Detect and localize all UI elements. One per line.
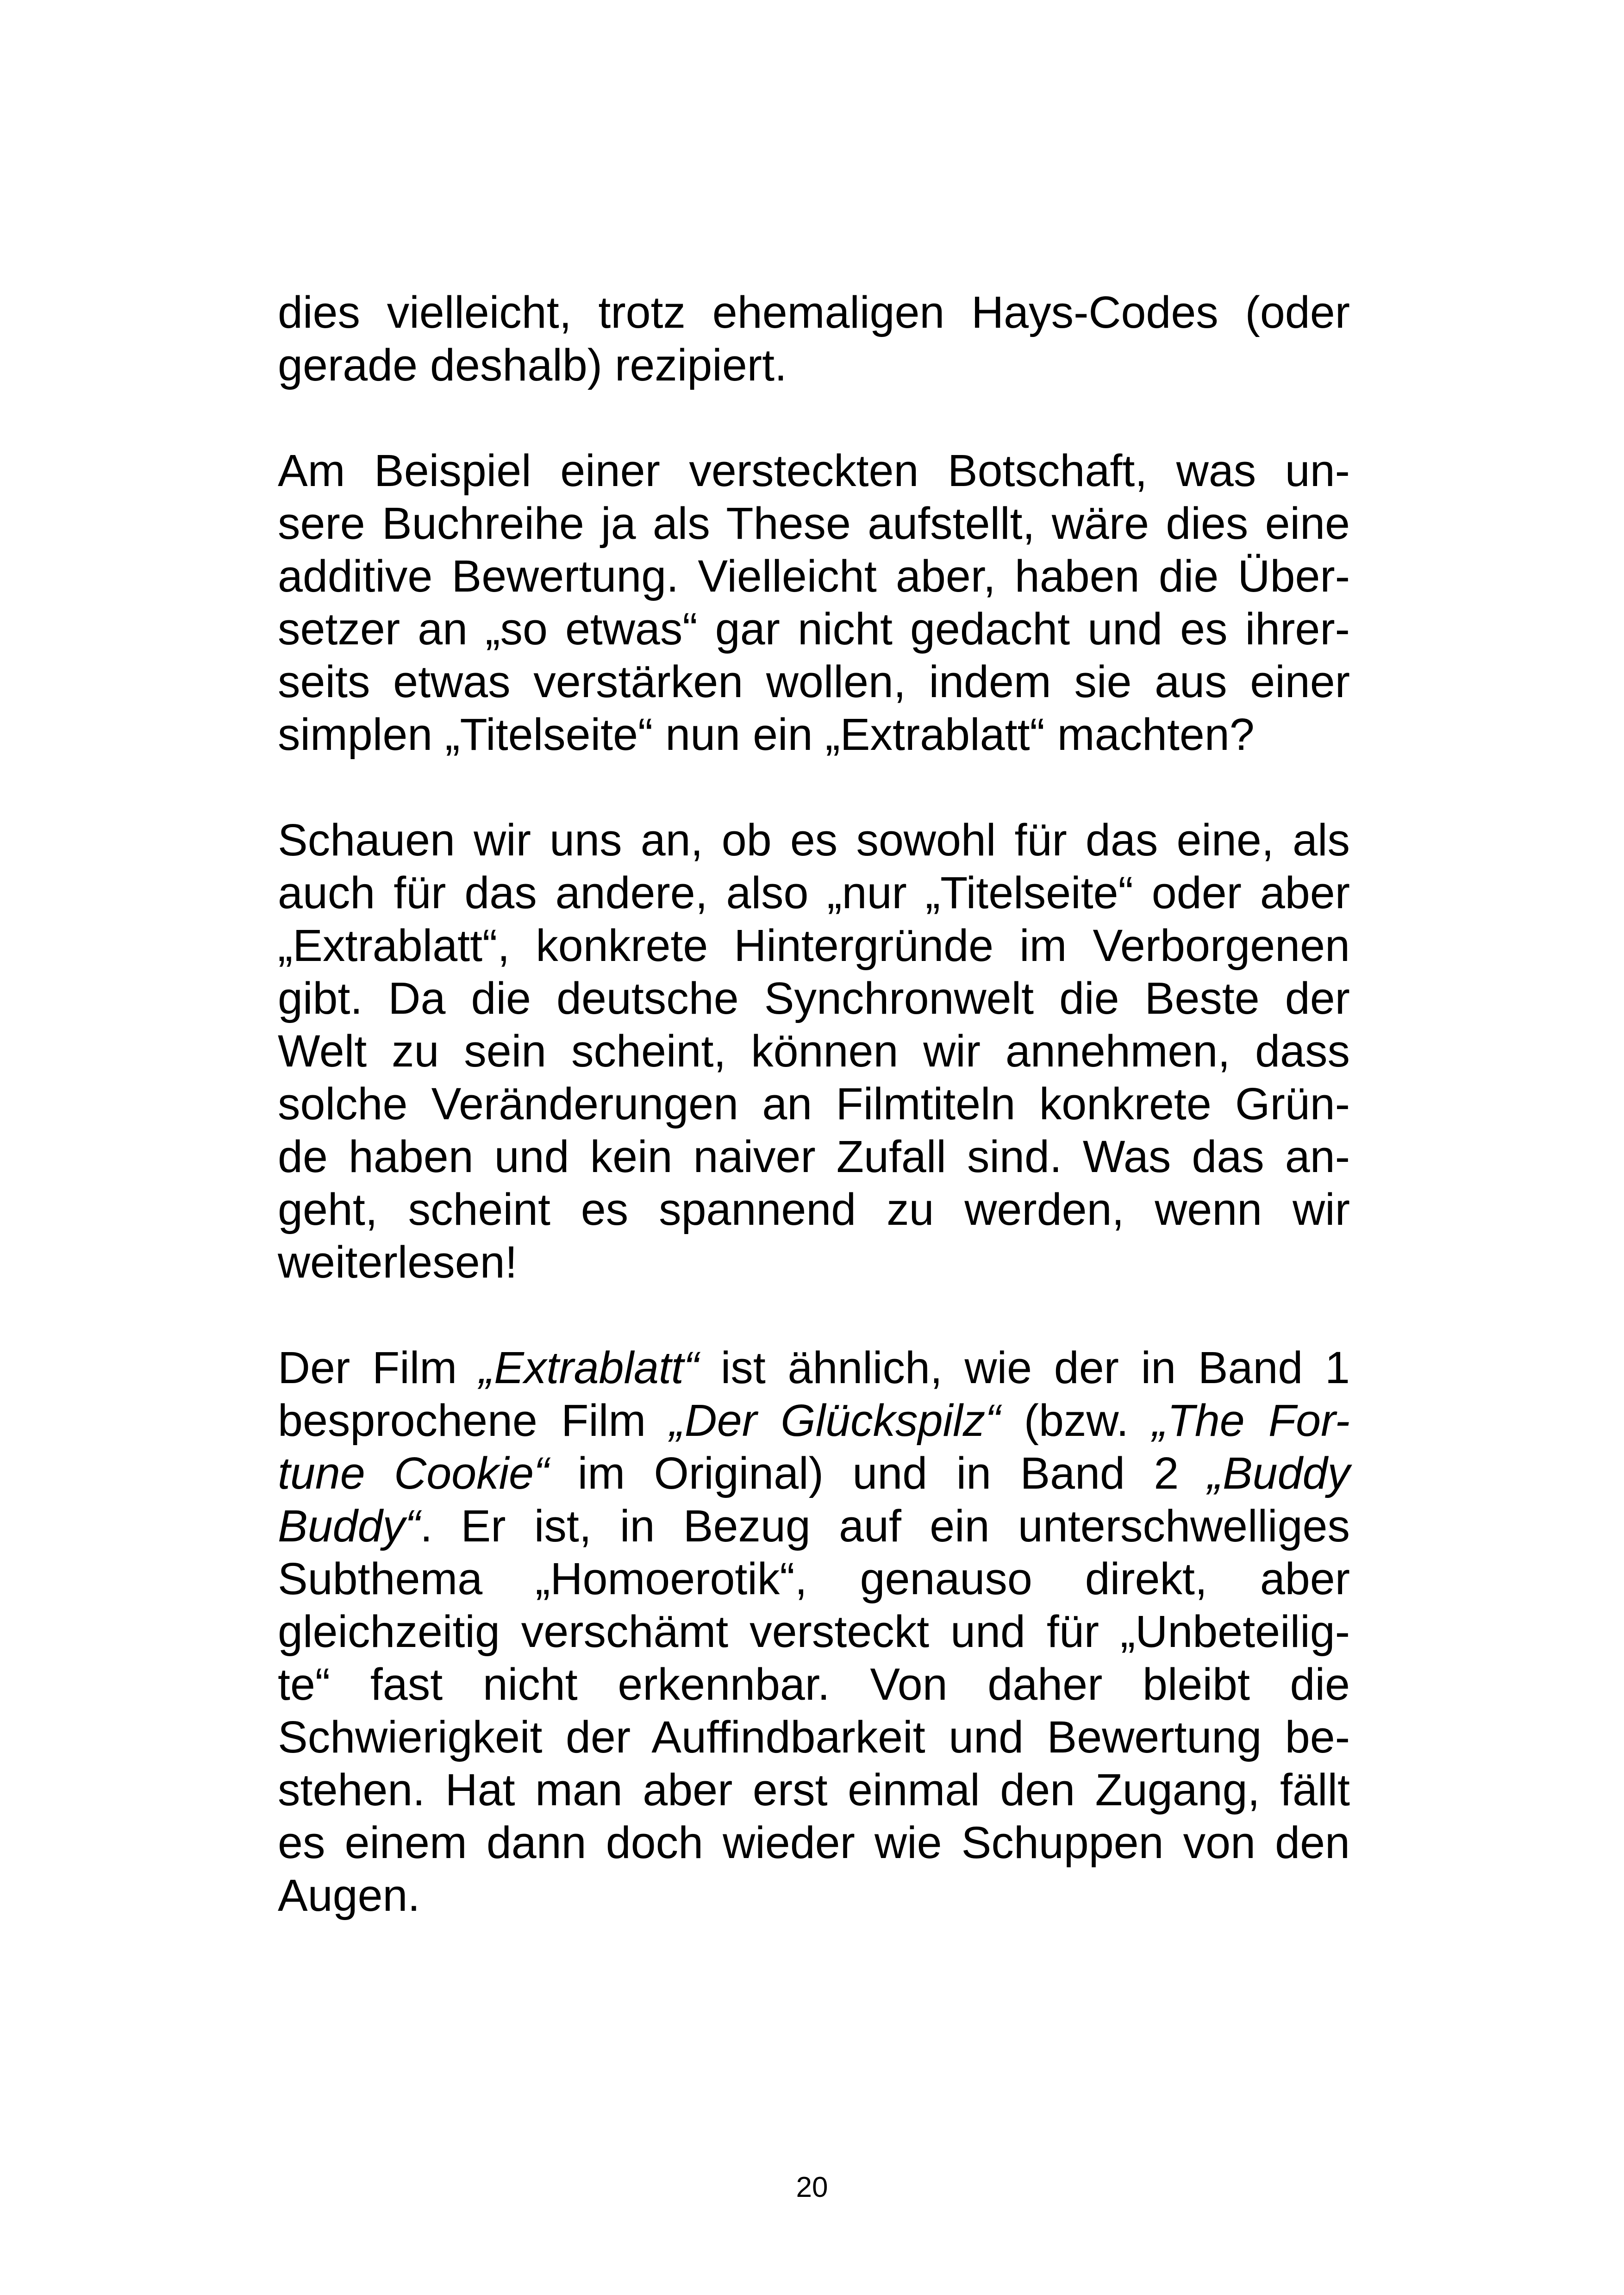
text-run: Welt zu sein scheint, können wir annehmen, dass	[278, 1026, 1350, 1076]
text-line	[278, 444, 1350, 497]
text-line	[278, 708, 1350, 761]
text-line	[278, 655, 1350, 708]
text-run: geht, scheint es spannend zu werden, wenn wir	[278, 1184, 1350, 1235]
text-run: gibt. Da die deutsche Synchronwelt die Beste der	[278, 973, 1350, 1023]
text-run: Am Beispiel einer versteckten Botschaft, was un-	[278, 445, 1350, 496]
text-line	[278, 550, 1350, 603]
text-line	[278, 972, 1350, 1025]
text-run: Subthema „Homoerotik“, genauso direkt, aber	[278, 1553, 1350, 1604]
text-line	[278, 1236, 1350, 1289]
text-line	[278, 1078, 1350, 1130]
text-run: Der Film	[278, 1342, 479, 1393]
paragraph-4	[278, 1341, 1350, 1922]
text-line	[278, 1447, 1350, 1500]
paragraph-1	[278, 286, 1350, 392]
italic-title: „The For-	[1152, 1395, 1350, 1446]
text-run: solche Veränderungen an Filmtiteln konkrete Grün-	[278, 1079, 1350, 1129]
text-line	[278, 1605, 1350, 1658]
text-line	[278, 1500, 1350, 1553]
text-line	[278, 1764, 1350, 1816]
text-run: gerade deshalb) rezipiert.	[278, 340, 787, 390]
text-line	[278, 286, 1350, 339]
text-run: im Original) und in Band 2	[549, 1448, 1208, 1498]
text-run: stehen. Hat man aber erst einmal den Zugang, fällt	[278, 1765, 1350, 1815]
text-line	[278, 603, 1350, 655]
text-run: „Extrablatt“, konkrete Hintergründe im Verborgenen	[278, 920, 1350, 971]
paragraph-2	[278, 444, 1350, 761]
text-run: Schauen wir uns an, ob es sowohl für das eine, als	[278, 815, 1350, 865]
italic-title: „Extrablatt“	[479, 1342, 699, 1393]
text-run: ist ähnlich, wie der in Band 1	[699, 1342, 1350, 1393]
text-run: additive Bewertung. Vielleicht aber, haben die Über-	[278, 551, 1350, 601]
text-line	[278, 919, 1350, 972]
text-line	[278, 1711, 1350, 1764]
text-run: weiterlesen!	[278, 1237, 518, 1287]
italic-title: tune Cookie“	[278, 1448, 549, 1498]
italic-title: „Buddy	[1207, 1448, 1350, 1498]
text-run: es einem dann doch wieder wie Schuppen von den	[278, 1817, 1350, 1868]
text-run: sere Buchreihe ja als These aufstellt, wäre dies eine	[278, 498, 1350, 549]
text-run: Augen.	[278, 1870, 420, 1921]
text-run: seits etwas verstärken wollen, indem sie aus einer	[278, 656, 1350, 707]
text-line	[278, 1553, 1350, 1605]
text-run: te“ fast nicht erkennbar. Von daher bleibt die	[278, 1659, 1350, 1709]
text-line	[278, 1869, 1350, 1922]
text-line	[278, 814, 1350, 867]
text-run: . Er ist, in Bezug auf ein unterschwelliges	[420, 1501, 1350, 1551]
text-line	[278, 1394, 1350, 1447]
text-run: simplen „Titelseite“ nun ein „Extrablatt“ machten?	[278, 709, 1255, 760]
italic-title: „Der Glückspilz“	[669, 1395, 1000, 1446]
text-run: setzer an „so etwas“ gar nicht gedacht und es ihrer-	[278, 604, 1350, 654]
text-run: auch für das andere, also „nur „Titelseite“ oder aber	[278, 867, 1350, 918]
text-line	[278, 1658, 1350, 1711]
page-number: 20	[796, 2171, 828, 2203]
text-line	[278, 867, 1350, 919]
text-run: (bzw.	[1000, 1395, 1153, 1446]
text-run: dies vielleicht, trotz ehemaligen Hays-Codes (oder	[278, 287, 1350, 337]
text-line	[278, 1130, 1350, 1183]
text-line	[278, 1183, 1350, 1236]
text-run: de haben und kein naiver Zufall sind. Was das an-	[278, 1131, 1350, 1182]
text-line	[278, 497, 1350, 550]
text-line	[278, 1025, 1350, 1078]
text-line	[278, 1816, 1350, 1869]
text-run: gleichzeitig verschämt versteckt und für „Unbeteilig-	[278, 1606, 1350, 1657]
text-run: Schwierigkeit der Auffindbarkeit und Bewertung be-	[278, 1712, 1350, 1762]
italic-title: Buddy“	[278, 1501, 420, 1551]
text-line	[278, 1341, 1350, 1394]
text-line	[278, 339, 1350, 392]
paragraph-3	[278, 814, 1350, 1289]
text-run: besprochene Film	[278, 1395, 670, 1446]
